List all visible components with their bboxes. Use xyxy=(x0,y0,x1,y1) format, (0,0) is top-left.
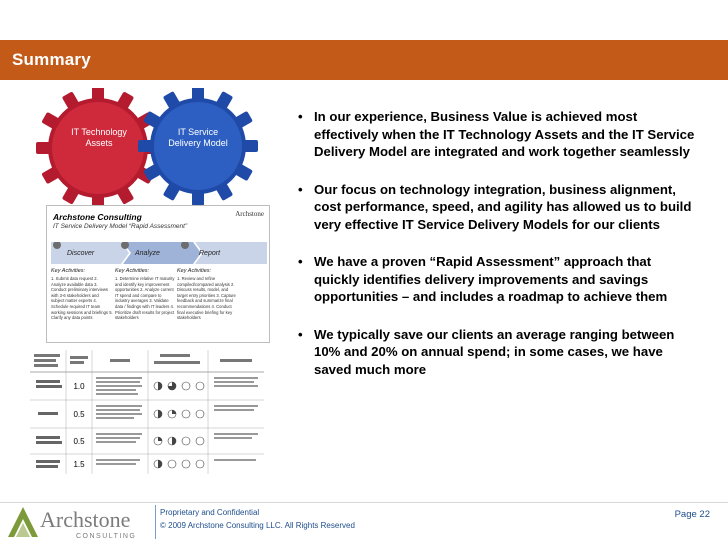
table-row-2: 0.5 xyxy=(73,410,85,419)
bullet-3: • We have a proven “Rapid Assessment” approach that quickly identifies delivery improvements and savings opportunities – and includes a roadmap to achieve them xyxy=(296,253,696,306)
col-head-1: Key Activities: xyxy=(51,268,86,274)
footer-copyright: © 2009 Archstone Consulting LLC. All Rights Reserved xyxy=(160,521,355,530)
footer-confidential: Proprietary and Confidential xyxy=(160,508,260,517)
table-row-4: 1.5 xyxy=(73,460,85,469)
top-strip xyxy=(0,0,728,40)
col-items-1: 1. Submit data request 2. Analyze available data 3. Conduct preliminary interviews with 3-6 stakeholders and subject matter experts 4. Schedule required IT team working sessions and briefings 5. Clarify any data points xyxy=(51,276,113,321)
bullet-4: • We typically save our clients an average ranging between 10% and 20% on annual spend; in some cases, we have saved much more xyxy=(296,326,696,379)
card-title: Archstone Consulting xyxy=(53,212,142,222)
table-row-3: 0.5 xyxy=(73,437,85,446)
col-head-2: Key Activities: xyxy=(115,268,150,274)
assessment-table-thumbnail xyxy=(30,350,264,474)
card-subtitle: IT Service Delivery Model “Rapid Assessment” xyxy=(53,223,188,230)
archstone-logo xyxy=(6,505,151,543)
footer-vertical-divider xyxy=(155,505,156,539)
rapid-assessment-card xyxy=(46,205,270,343)
col-items-3: 1. Review and refine compiled/compared analysis 2. Discuss results, model, and target entry priorities 3. Capture feedback and summarize final recommendations 4. Conduct final executive briefing for key stakeholders xyxy=(177,276,236,321)
bullet-2: • Our focus on technology integration, business alignment, cost performance, speed, and agility has allowed us to build very effective IT Service Delivery Models for our clients xyxy=(296,181,696,234)
col-items-2: 1. Determine relative IT maturity and identify key improvement opportunities 2. Analyze current IT spend and compare to industry averages 3. Validate data / findings with IT leaders 4. Prioritize draft results for project stakeholders xyxy=(115,276,175,321)
footer-divider xyxy=(0,502,728,503)
bullet-list xyxy=(296,108,696,398)
table-row-1: 1.0 xyxy=(73,382,85,391)
gear-left-label: IT Technology Assets xyxy=(71,127,127,148)
card-logo: Archstone xyxy=(235,210,264,218)
archstone-mark-icon xyxy=(6,505,40,539)
gear-right-label: IT Service Delivery Model xyxy=(168,127,228,148)
slide-title: Summary xyxy=(12,50,91,69)
logo-subtext: CONSULTING xyxy=(76,533,137,540)
phase-report: Report xyxy=(199,250,221,257)
col-head-3: Key Activities: xyxy=(177,268,212,274)
logo-wordmark: Archstone xyxy=(40,507,131,532)
gears-graphic xyxy=(30,88,280,218)
page-number: Page 22 xyxy=(674,509,710,520)
bullet-1: • In our experience, Business Value is achieved most effectively when the IT Technology Assets and the IT Service Delivery Model are integrated and work together seamlessly xyxy=(296,108,696,161)
phase-discover: Discover xyxy=(67,250,95,257)
phase-analyze: Analyze xyxy=(135,250,160,257)
title-bar xyxy=(0,40,728,80)
